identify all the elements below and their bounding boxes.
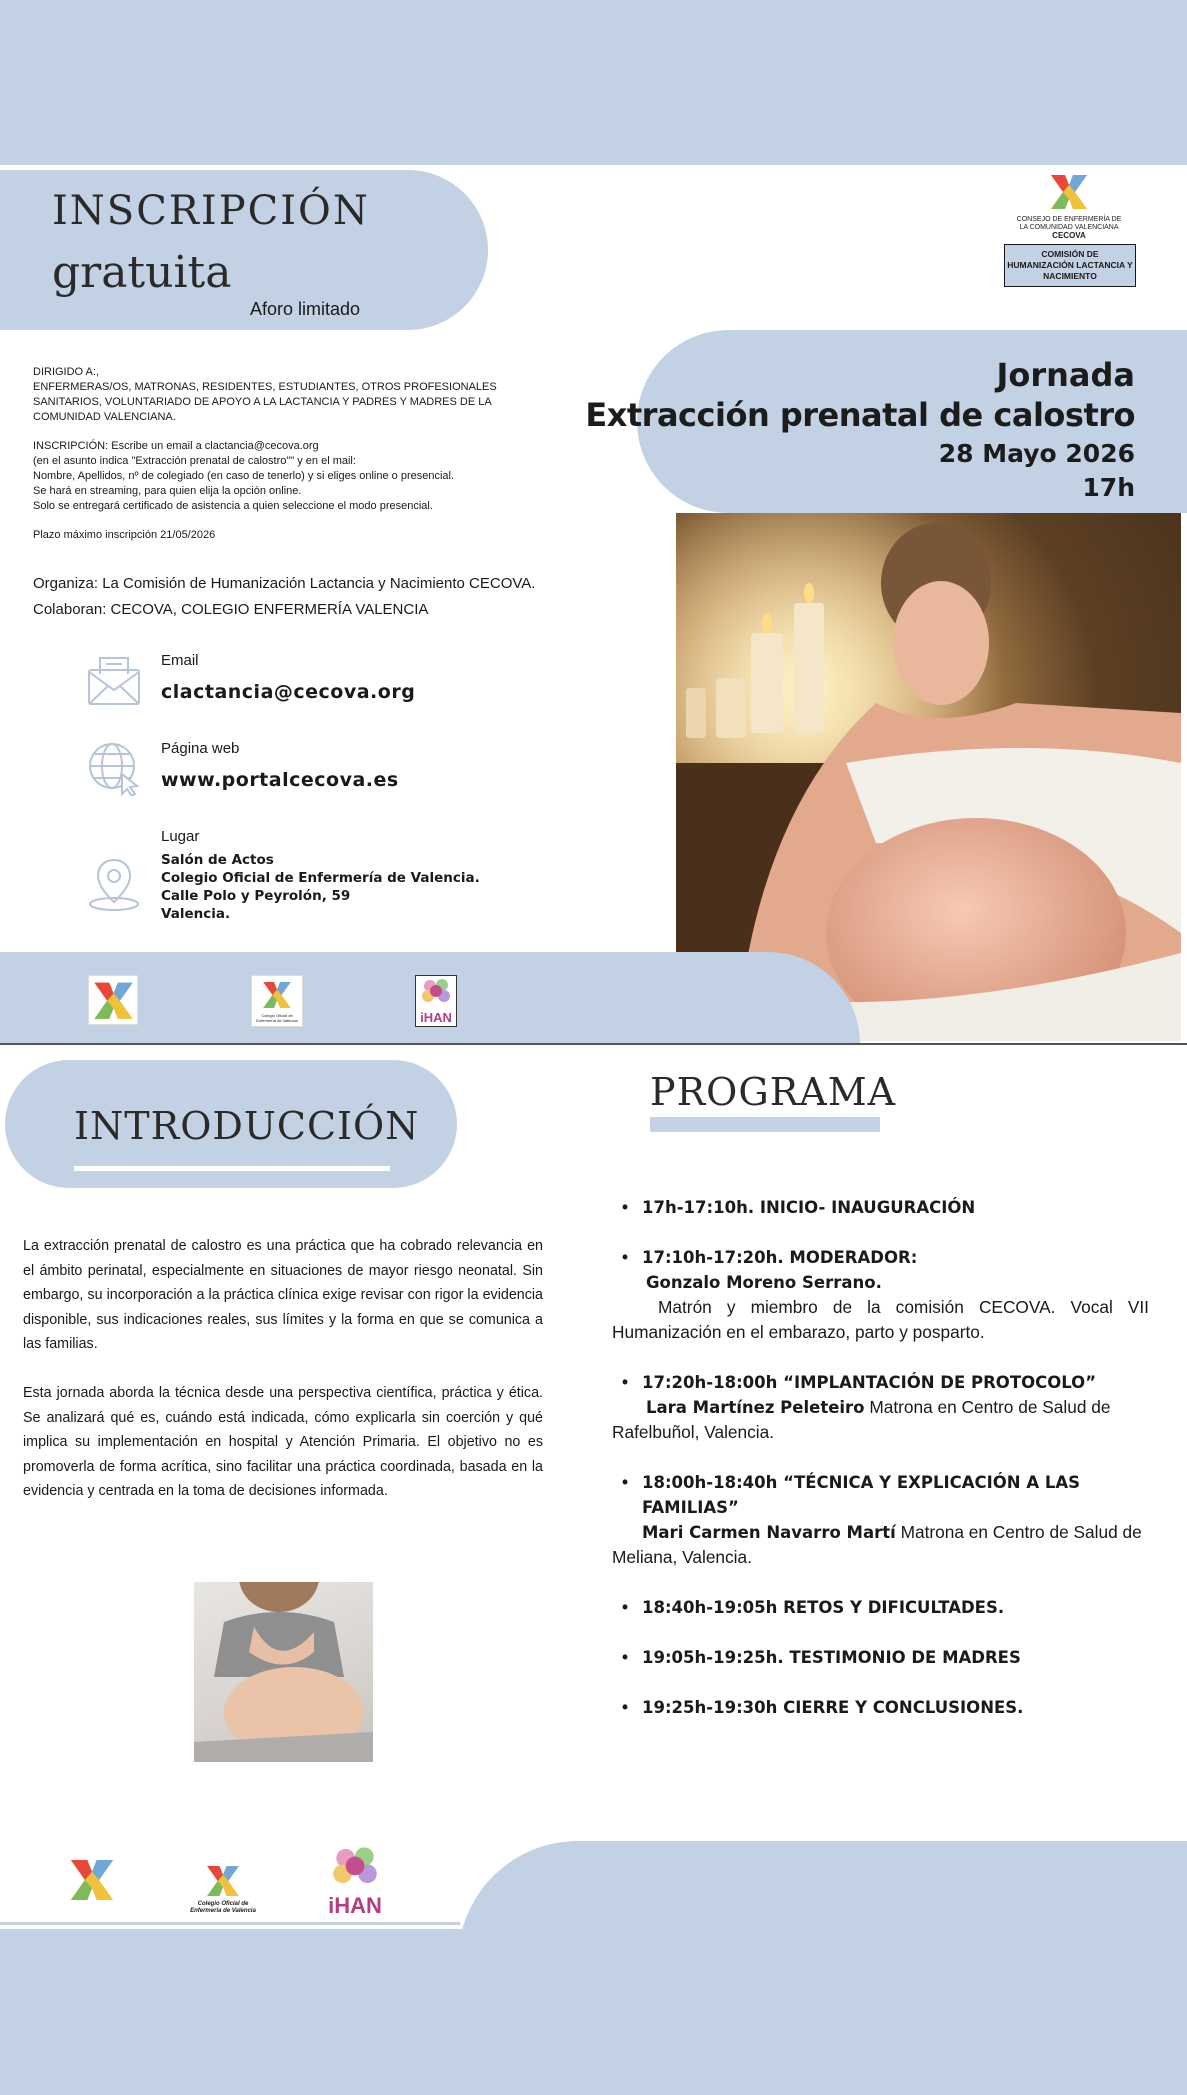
inscripcion-line-5: Solo se entregará certificado de asistencia a quien seleccione el modo presencial. — [33, 500, 433, 512]
programa-item-2-desc: Matrón y miembro de la comisión CECOVA. Vocal VII Humanización en el embarazo, parto y posparto. — [612, 1297, 1149, 1342]
programa-item-4-desc: Matrona en Centro de Salud de Meliana, Valencia. — [612, 1522, 1142, 1567]
cecova-commission-logo — [1004, 175, 1134, 287]
organiza-block — [33, 571, 535, 623]
colegio-logo-text: Colegio Oficial de Enfermería de Valencia — [256, 1013, 298, 1023]
colegio-x-icon — [263, 982, 291, 1008]
page-divider — [0, 1043, 1187, 1045]
programa-item-4-head: • 18:00h-18:40h “TÉCNICA Y EXPLICACIÓN A LAS FAMILIAS” — [642, 1473, 1080, 1517]
cecova-name: CECOVA — [1052, 231, 1086, 240]
dirigido-text: ENFERMERAS/OS, MATRONAS, RESIDENTES, ESTUDIANTES, OTROS PROFESIONALES SANITARIOS, VOLUNTARIADO DE APOYO A LA LACTANCIA Y PADRES Y MADRES DE LA COMUNIDAD VALENCIANA. — [33, 381, 497, 423]
web-link[interactable]: www.portalcecova.es — [161, 769, 399, 791]
cecova-line1: CONSEJO DE ENFERMERÍA DE — [1016, 216, 1122, 223]
event-title-block — [585, 355, 1135, 505]
colegio-x-icon — [206, 1866, 240, 1896]
location-pin-icon — [86, 856, 142, 912]
intro-text-block — [23, 1234, 543, 1528]
lugar-line-4: Valencia. — [161, 906, 231, 922]
event-date: 28 Mayo 2026 — [938, 439, 1135, 468]
inscripcion-title: INSCRIPCIÓN — [52, 188, 370, 234]
intro-paragraph-2: Esta jornada aborda la técnica desde una perspectiva científica, práctica y ética. Se analizará qué es, cuándo está indicada, cómo explicarla sin coerción y qué implica su implementación en hospital y Atención Primaria. El objetivo no es promoverla de forma acrítica, sino facilitar una práctica coordinada, basada en la evidencia y centrada en la toma de decisiones informada. — [23, 1384, 543, 1500]
lugar-line-3: Calle Polo y Peyrolón, 59 — [161, 888, 351, 904]
dirigido-block — [33, 365, 513, 557]
lugar-line-2: Colegio Oficial de Enfermería de Valencia. — [161, 870, 480, 886]
programa-item-5-text: 18:40h-19:05h RETOS Y DIFICULTADES. — [642, 1598, 1005, 1617]
ihan-logo-2 — [325, 1842, 385, 1922]
event-time: 17h — [1082, 473, 1135, 502]
cecova-logo-1 — [88, 975, 138, 1025]
bottom-band — [0, 1929, 1187, 2095]
programa-item-7 — [612, 1695, 1149, 1720]
ihan-logo-1 — [415, 975, 457, 1027]
programa-underline — [650, 1117, 880, 1132]
inscripcion-line-4: Se hará en streaming, para quien elija la opción online. — [33, 485, 302, 497]
top-band — [0, 0, 1187, 165]
cecova-x-icon — [89, 976, 137, 1024]
programa-item-5 — [612, 1595, 1149, 1620]
event-line1: Jornada — [996, 356, 1135, 394]
colegio-logo-2 — [188, 1866, 258, 1916]
cecova-commission-box: COMISIÓN DE HUMANIZACIÓN LACTANCIA Y NACIMIENTO — [1004, 244, 1136, 287]
programa-item-7-text: 19:25h-19:30h CIERRE Y CONCLUSIONES. — [642, 1698, 1024, 1717]
colegio-logo-text-2: Colegio Oficial de Enfermería de Valencia — [190, 1901, 256, 1914]
event-line2: Extracción prenatal de calostro — [585, 396, 1135, 434]
organiza-text: Organiza: La Comisión de Humanización Lactancia y Nacimiento CECOVA. — [33, 575, 536, 592]
programa-item-3-head: • 17:20h-18:00h “IMPLANTACIÓN DE PROTOCOLO” — [642, 1373, 1097, 1392]
bottom-line — [0, 1922, 460, 1925]
lugar-address — [161, 851, 480, 923]
programa-item-1-text: 17h-17:10h. INICIO- INAUGURACIÓN — [642, 1198, 976, 1217]
inscripcion-line-1: INSCRIPCIÓN: Escribe un email a clactancia@cecova.org — [33, 440, 319, 452]
programa-item-2-name: Gonzalo Moreno Serrano. — [646, 1273, 882, 1292]
colegio-logo-1 — [251, 975, 303, 1027]
gratuita-title: gratuita — [52, 247, 232, 298]
cecova-x-icon — [1051, 175, 1087, 209]
intro-paragraph-1: La extracción prenatal de calostro es una práctica que ha cobrado relevancia en el ámbito perinatal, especialmente en situaciones de mayor riesgo neonatal. Sin embargo, su incorporación a la práctica clínica exige revisar con rigor la evidencia disponible, sus indicaciones reales, sus límites y la forma en que se comunica a las familias. — [23, 1238, 543, 1353]
plazo-text: Plazo máximo inscripción 21/05/2026 — [33, 529, 216, 541]
programa-item-4-name: Mari Carmen Navarro Martí — [642, 1523, 896, 1542]
envelope-icon — [86, 652, 142, 708]
aforo-label: Aforo limitado — [250, 299, 361, 319]
intro-underline — [74, 1166, 390, 1171]
programa-item-2-head: • 17:10h-17:20h. MODERADOR: — [642, 1248, 918, 1267]
cecova-line2: LA COMUNIDAD VALENCIANA — [1019, 224, 1119, 231]
cecova-logo-2 — [70, 1860, 114, 1900]
inscripcion-line-2: (en el asunto indica "Extracción prenatal de calostro"" y en el mail: — [33, 455, 356, 467]
dirigido-title: DIRIGIDO A:, — [33, 366, 100, 378]
inscripcion-line-3: Nombre, Apellidos, nº de colegiado (en caso de tenerlo) y si eliges online o presencial. — [33, 470, 455, 482]
programa-list — [612, 1195, 1149, 1745]
programa-item-3-desc: Matrona en Centro de Salud de Rafelbuñol, Valencia. — [612, 1397, 1111, 1442]
lugar-line-1: Salón de Actos — [161, 852, 274, 868]
programa-item-6 — [612, 1645, 1149, 1670]
ihan-logo-text-2: iHAN — [328, 1893, 382, 1918]
ihan-logo-text: iHAN — [420, 1010, 452, 1025]
cecova-small-text — [1004, 216, 1134, 240]
programa-item-4 — [612, 1470, 1149, 1570]
programa-title: PROGRAMA — [650, 1070, 897, 1114]
email-link[interactable]: clactancia@cecova.org — [161, 681, 416, 703]
lugar-label: Lugar — [161, 828, 200, 845]
programa-item-2 — [612, 1245, 1149, 1345]
programa-item-1 — [612, 1195, 1149, 1220]
cecova-x-icon — [70, 1860, 114, 1900]
web-label: Página web — [161, 740, 240, 757]
programa-item-3-name: Lara Martínez Peleteiro — [646, 1398, 865, 1417]
programa-item-6-text: 19:05h-19:25h. TESTIMONIO DE MADRES — [642, 1648, 1021, 1667]
intro-title: INTRODUCCIÓN — [74, 1104, 420, 1148]
programa-item-3 — [612, 1370, 1149, 1445]
ihan-flower-icon — [418, 976, 454, 1006]
email-label: Email — [161, 652, 199, 669]
photo-illustration-small — [194, 1582, 373, 1762]
globe-icon — [86, 740, 142, 796]
colaboran-text: Colaboran: CECOVA, COLEGIO ENFERMERÍA VALENCIA — [33, 601, 429, 618]
ihan-flower-icon — [327, 1842, 383, 1890]
breastfeeding-prep-photo — [194, 1582, 373, 1762]
